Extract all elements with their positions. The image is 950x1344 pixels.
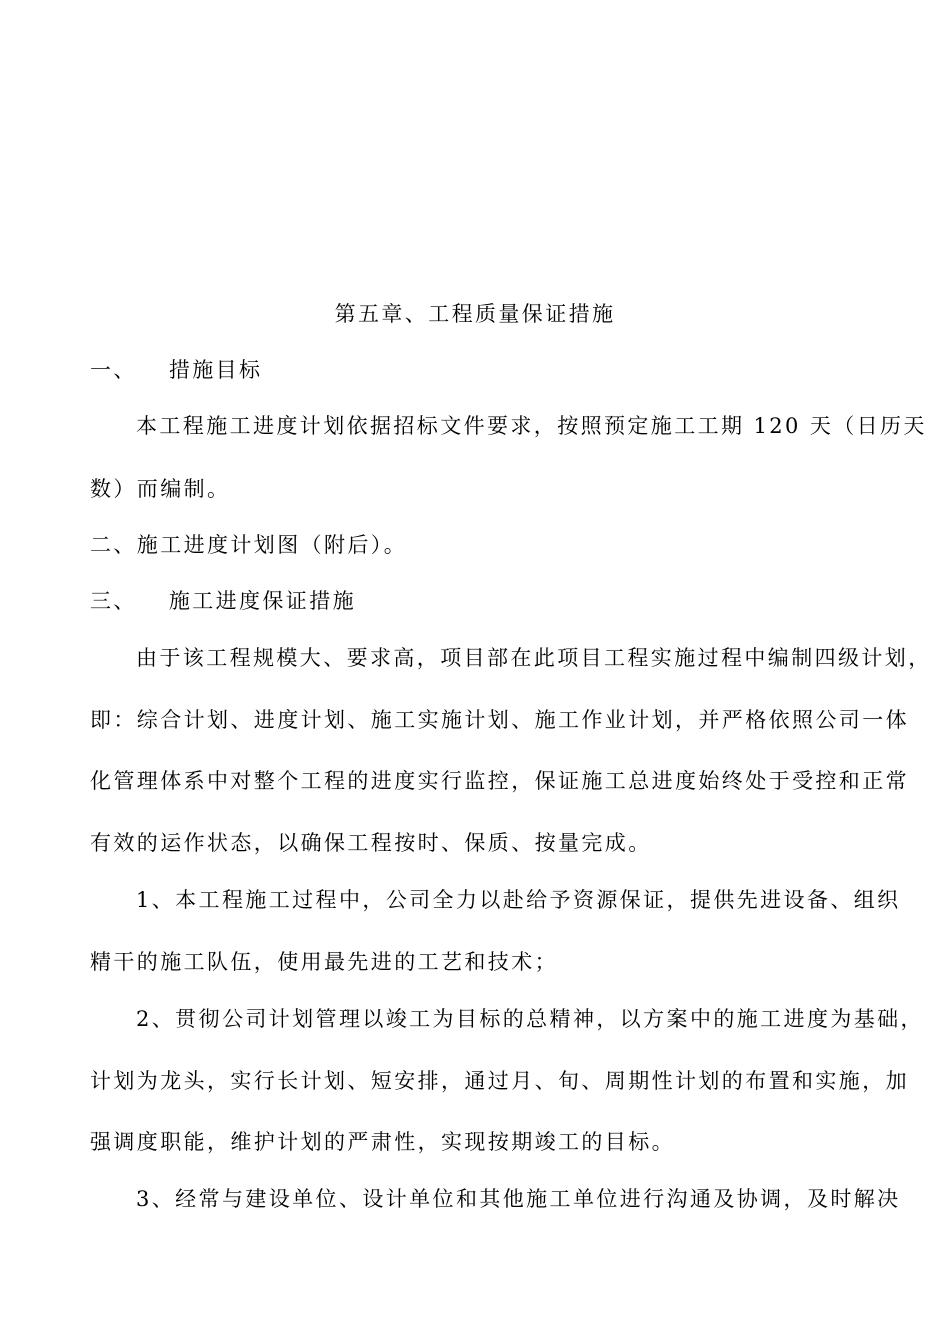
section-1-title: 措施目标 [168, 358, 263, 382]
item-2-line-2: 计划为龙头，实行长计划、短安排，通过月、旬、周期性计划的布置和实施，加 [90, 1069, 909, 1093]
section-3-intro-line-4: 有效的运作状态，以确保工程按时、保质、按量完成。 [90, 831, 652, 855]
item-2-line-3: 强调度职能，维护计划的严肃性，实现按期竣工的目标。 [90, 1130, 675, 1154]
section-3-title: 施工进度保证措施 [168, 589, 357, 613]
section-1-paragraph-line-1: 本工程施工进度计划依据招标文件要求，按照预定施工工期 120 天（日历天 [136, 414, 927, 438]
section-1-paragraph-line-2: 数）而编制。 [90, 477, 231, 501]
section-3-heading [90, 586, 356, 616]
section-1-heading [90, 355, 262, 385]
chapter-title: 第五章、工程质量保证措施 [334, 302, 616, 326]
item-2-line-1: 2、贯彻公司计划管理以竣工为目标的总精神，以方案中的施工进度为基础， [136, 1007, 924, 1031]
section-3-intro-line-3: 化管理体系中对整个工程的进度实行监控，保证施工总进度始终处于受控和正常 [90, 769, 909, 793]
section-3-intro-line-2: 即：综合计划、进度计划、施工实施计划、施工作业计划，并严格依照公司一体 [90, 708, 909, 732]
section-1-number: 一、 [90, 358, 137, 382]
item-1-line-1: 1、本工程施工过程中，公司全力以赴给予资源保证，提供先进设备、组织 [136, 888, 901, 912]
item-1-line-2: 精干的施工队伍，使用最先进的工艺和技术； [90, 950, 558, 974]
section-2-heading: 二、施工进度计划图（附后）。 [90, 533, 408, 557]
section-3-number: 三、 [90, 589, 137, 613]
section-3-intro-line-1: 由于该工程规模大、要求高，项目部在此项目工程实施过程中编制四级计划， [136, 646, 932, 670]
item-3-line-1: 3、经常与建设单位、设计单位和其他施工单位进行沟通及协调，及时解决 [136, 1187, 901, 1211]
